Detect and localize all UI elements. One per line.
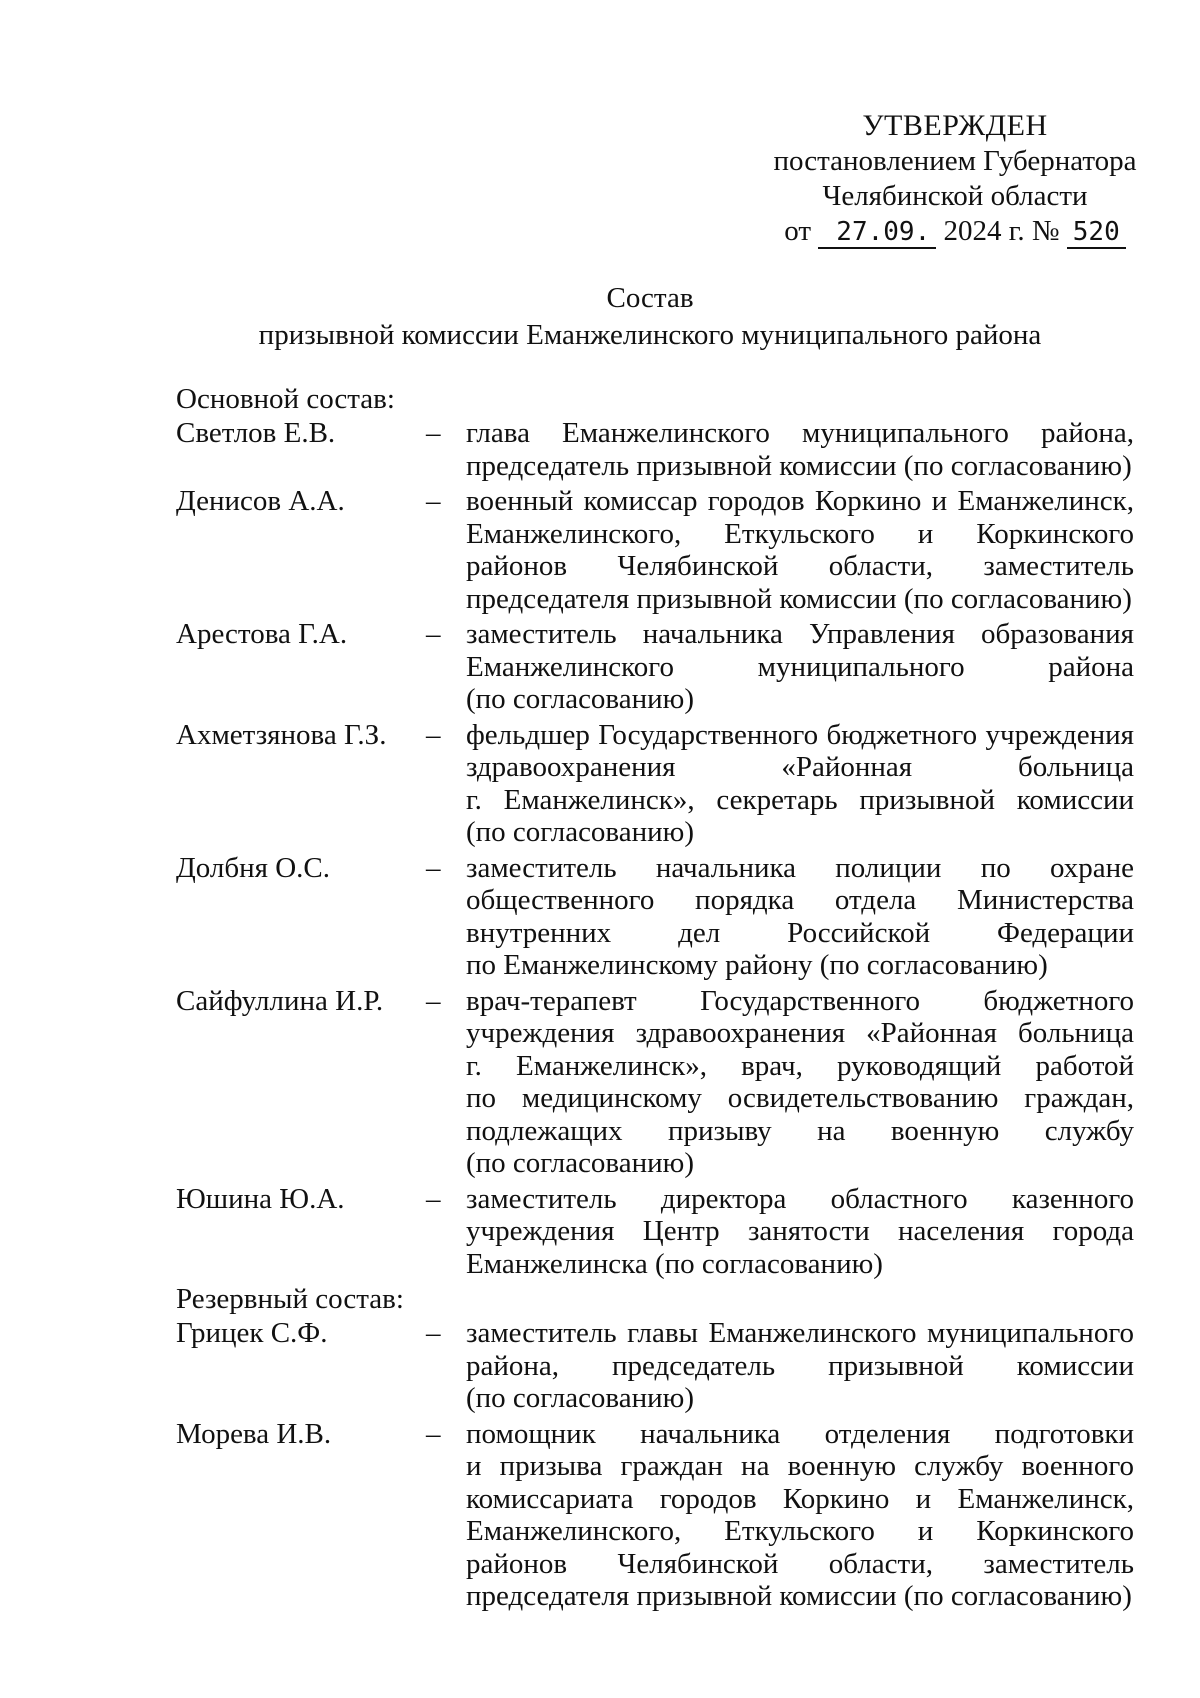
member-role-line: подлежащих призыву на военную службу [466,1114,1134,1147]
member-role-line: Еманжелинского муниципального района [466,650,1134,683]
member-dash: – [426,485,441,517]
member-role-line: врач-терапевт Государственного бюджетного [466,984,1134,1017]
member-role [466,417,1134,482]
member-dash: – [426,1417,441,1450]
member-name: Долбня О.С. [176,851,331,884]
member-role-line: г. Еманжелинск», секретарь призывной комиссии [466,783,1134,816]
member-role-line: фельдшер Государственного бюджетного учреждения [466,718,1134,751]
approval-heading: УТВЕРЖДЕН [862,109,1048,142]
member-role-line: заместитель начальника Управления образования [466,618,1134,650]
member-role-line: г. Еманжелинск», врач, руководящий работой [466,1049,1134,1082]
member-role-line: Еманжелинского, Еткульского и Коркинского [466,1515,1134,1547]
approval-year: 2024 г. № [943,215,1060,247]
member-role [466,1183,1134,1281]
approval-line-1: постановлением Губернатора [773,145,1137,177]
member-name: Грицек С.Ф. [176,1317,328,1349]
main-section-heading: Основной состав: [176,383,395,415]
approval-date: 27.09. [818,217,936,249]
member-role-line: комиссариата городов Коркино и Еманжелинск, [466,1482,1134,1515]
member-role-line: глава Еманжелинского муниципального района, [466,417,1134,449]
member-name: Арестова Г.А. [176,618,348,650]
member-role-line: помощник начальника отделения подготовки [466,1417,1134,1450]
member-role-line: председателя призывной комиссии (по согласованию) [466,1580,1132,1612]
member-row [176,1418,1136,1613]
member-role-line: и призыва граждан на военную службу военного [466,1450,1134,1482]
member-role-line: районов Челябинской области, заместитель [466,1547,1134,1580]
main-members-list [176,417,1136,1280]
member-dash: – [426,718,441,751]
approval-date-line [760,214,1150,250]
title-line-2: призывной комиссии Еманжелинского муниципального района [258,319,1042,351]
member-row [176,618,1136,716]
reserve-section-heading: Резервный состав: [176,1283,404,1315]
member-dash: – [426,1182,441,1215]
member-row [176,852,1136,982]
title-line-1: Состав [606,282,694,314]
member-name: Сайфуллина И.Р. [176,984,384,1017]
member-name: Юшина Ю.А. [176,1182,345,1215]
approval-date-prefix: от [784,215,812,247]
reserve-members-list [176,1317,1136,1613]
member-role-line: здравоохранения «Районная больница [466,751,1134,783]
member-role [466,485,1134,615]
member-role [466,719,1134,849]
member-role-line: учреждения здравоохранения «Районная больница [466,1017,1134,1049]
member-dash: – [426,618,441,650]
member-role [466,852,1134,982]
member-dash: – [426,984,441,1017]
member-role-line: заместитель начальника полиции по охране [466,851,1134,884]
member-row [176,485,1136,615]
member-role-line: внутренних дел Российской Федерации [466,916,1134,949]
member-name: Светлов Е.В. [176,417,336,449]
member-role-line: председателя призывной комиссии (по согласованию) [466,582,1132,615]
member-dash: – [426,417,441,449]
commission-roster [176,383,1136,1616]
approval-number: 520 [1067,217,1126,249]
member-name: Морева И.В. [176,1417,332,1450]
member-role [466,985,1134,1180]
approval-line-2: Челябинской области [822,180,1088,212]
member-row [176,1183,1136,1281]
member-row [176,719,1136,849]
member-role [466,1317,1134,1415]
member-role-line: заместитель главы Еманжелинского муниципального [466,1317,1134,1349]
approval-block [760,108,1150,250]
member-row [176,1317,1136,1415]
member-role-line: района, председатель призывной комиссии [466,1349,1134,1382]
member-role-line: (по согласованию) [466,1147,694,1179]
member-role-line: общественного порядка отдела Министерства [466,884,1134,916]
document-title [150,280,1150,354]
member-name: Денисов А.А. [176,485,345,517]
member-role [466,1418,1134,1613]
member-role-line: (по согласованию) [466,816,694,848]
member-role-line: председатель призывной комиссии (по согласованию) [466,449,1132,482]
member-row [176,985,1136,1180]
member-role-line: по Еманжелинскому району (по согласованию) [466,949,1048,981]
member-name: Ахметзянова Г.З. [176,718,387,751]
member-role-line: Еманжелинска (по согласованию) [466,1247,883,1280]
member-role-line: (по согласованию) [466,1382,694,1414]
member-role-line: Еманжелинского, Еткульского и Коркинского [466,517,1134,550]
member-role-line: военный комиссар городов Коркино и Еманжелинск, [466,485,1134,517]
member-row [176,417,1136,482]
member-role [466,618,1134,716]
member-role-line: заместитель директора областного казенного [466,1182,1134,1215]
member-role-line: районов Челябинской области, заместитель [466,550,1134,582]
member-role-line: учреждения Центр занятости населения города [466,1215,1134,1247]
member-role-line: по медицинскому освидетельствованию граждан, [466,1082,1134,1114]
member-role-line: (по согласованию) [466,683,694,715]
member-dash: – [426,1317,441,1349]
member-dash: – [426,851,441,884]
